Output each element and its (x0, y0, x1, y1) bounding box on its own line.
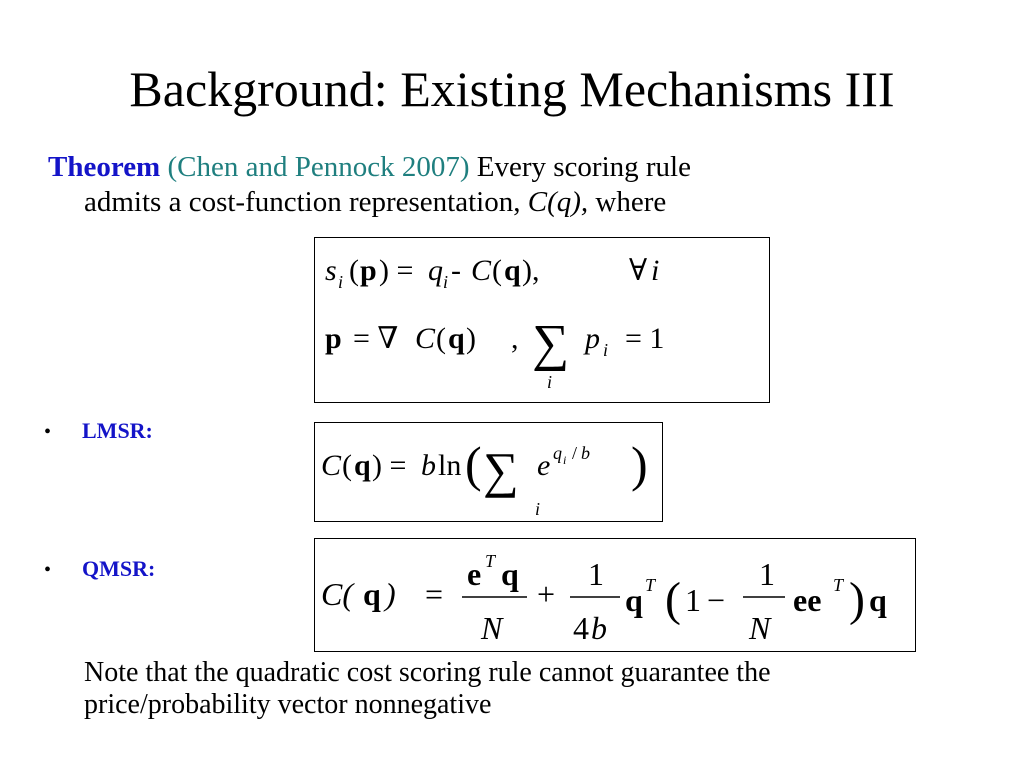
svg-text:e: e (467, 556, 482, 592)
svg-text:N: N (749, 610, 771, 646)
svg-text:-: - (451, 254, 461, 287)
slide-title: Background: Existing Mechanisms III (129, 61, 895, 117)
theorem-citation: (Chen and Pennock 2007) (167, 151, 470, 183)
svg-text:i: i (547, 372, 553, 392)
qmsr-cost-equation (315, 539, 915, 651)
bullet-dot: • (44, 421, 52, 443)
theorem-line-2 (48, 185, 988, 220)
svg-text:i: i (443, 272, 449, 292)
svg-text:−: − (707, 582, 726, 618)
svg-text:p: p (360, 254, 377, 287)
svg-text:C(: C( (321, 576, 353, 612)
svg-text:ee: ee (793, 582, 822, 618)
svg-text:q: q (625, 582, 643, 618)
svg-text:C: C (471, 254, 492, 287)
equation-box-qmsr (314, 538, 916, 652)
svg-text:q: q (448, 322, 465, 355)
svg-text:T: T (485, 551, 496, 571)
svg-text:b: b (591, 610, 607, 646)
svg-text:q: q (504, 254, 521, 287)
svg-text:1: 1 (759, 556, 775, 592)
svg-text:ln: ln (438, 449, 462, 482)
svg-text:): ) (466, 322, 476, 355)
svg-text:/: / (572, 443, 578, 463)
svg-text:(: ( (492, 254, 502, 287)
svg-text:T: T (833, 575, 844, 595)
svg-text:i: i (563, 453, 567, 467)
theorem-text-2: admits a cost-function representation, (84, 186, 521, 218)
svg-text:p: p (585, 322, 600, 355)
svg-text:): ) (849, 573, 865, 626)
theorem-keyword: Theorem (48, 151, 161, 183)
svg-text:=: = (425, 576, 444, 612)
svg-text:∀: ∀ (629, 254, 648, 287)
bullet-label-lmsr: LMSR: (82, 418, 153, 443)
svg-text:(: ( (349, 254, 359, 287)
svg-text:) =: ) = (372, 449, 407, 482)
svg-text:1: 1 (685, 582, 701, 618)
svg-text:T: T (645, 575, 656, 595)
svg-text:(: ( (665, 573, 681, 626)
svg-text:s: s (325, 254, 337, 287)
svg-text:i: i (535, 499, 541, 519)
svg-text:p: p (325, 322, 342, 355)
svg-text:b: b (421, 449, 436, 482)
bullet-label-qmsr: QMSR: (82, 556, 156, 581)
svg-text:q: q (553, 443, 562, 463)
svg-text:) =: ) = (379, 254, 414, 287)
svg-text:= ∇: = ∇ (353, 322, 399, 355)
svg-text:C: C (415, 322, 436, 355)
svg-text:N: N (481, 610, 503, 646)
equation-box-lmsr (314, 422, 663, 522)
equation-box-cost-representation (314, 237, 770, 403)
svg-text:1: 1 (588, 556, 604, 592)
svg-text:4: 4 (573, 610, 589, 646)
theorem-suffix: where (595, 186, 667, 218)
svg-text:+: + (537, 576, 556, 612)
bullet-qmsr (44, 556, 155, 582)
svg-text:C: C (321, 449, 342, 482)
svg-text:(: ( (342, 449, 352, 482)
svg-text:∑: ∑ (532, 315, 570, 372)
bullet-lmsr (44, 418, 153, 444)
svg-text:q: q (363, 576, 381, 612)
svg-text:q: q (354, 449, 371, 482)
svg-text:q: q (869, 582, 887, 618)
svg-text:): ) (631, 436, 648, 492)
svg-text:i: i (603, 340, 609, 360)
svg-text:): ) (385, 576, 396, 612)
svg-text:∑: ∑ (483, 442, 519, 498)
svg-text:i: i (651, 254, 660, 287)
cost-representation-equations (315, 238, 769, 402)
svg-text:e: e (537, 449, 551, 482)
svg-text:(: ( (465, 436, 482, 492)
svg-text:q: q (428, 254, 443, 287)
cost-function-symbol: C(q), (527, 186, 589, 218)
svg-text:),: ), (522, 254, 540, 287)
svg-text:q: q (501, 556, 519, 592)
svg-text:b: b (581, 443, 590, 463)
theorem-text-1: Every scoring rule (476, 151, 691, 183)
theorem-statement (48, 150, 988, 220)
quadratic-rule-note: Note that the quadratic cost scoring rule cannot guarantee the price/probability vector nonnegative (84, 657, 771, 720)
theorem-line-1 (48, 150, 988, 185)
svg-text:,: , (511, 322, 519, 355)
svg-text:(: ( (436, 322, 446, 355)
lmsr-cost-equation (315, 423, 662, 521)
svg-text:= 1: = 1 (625, 322, 665, 355)
bullet-dot: • (44, 559, 52, 581)
svg-text:i: i (338, 272, 344, 292)
